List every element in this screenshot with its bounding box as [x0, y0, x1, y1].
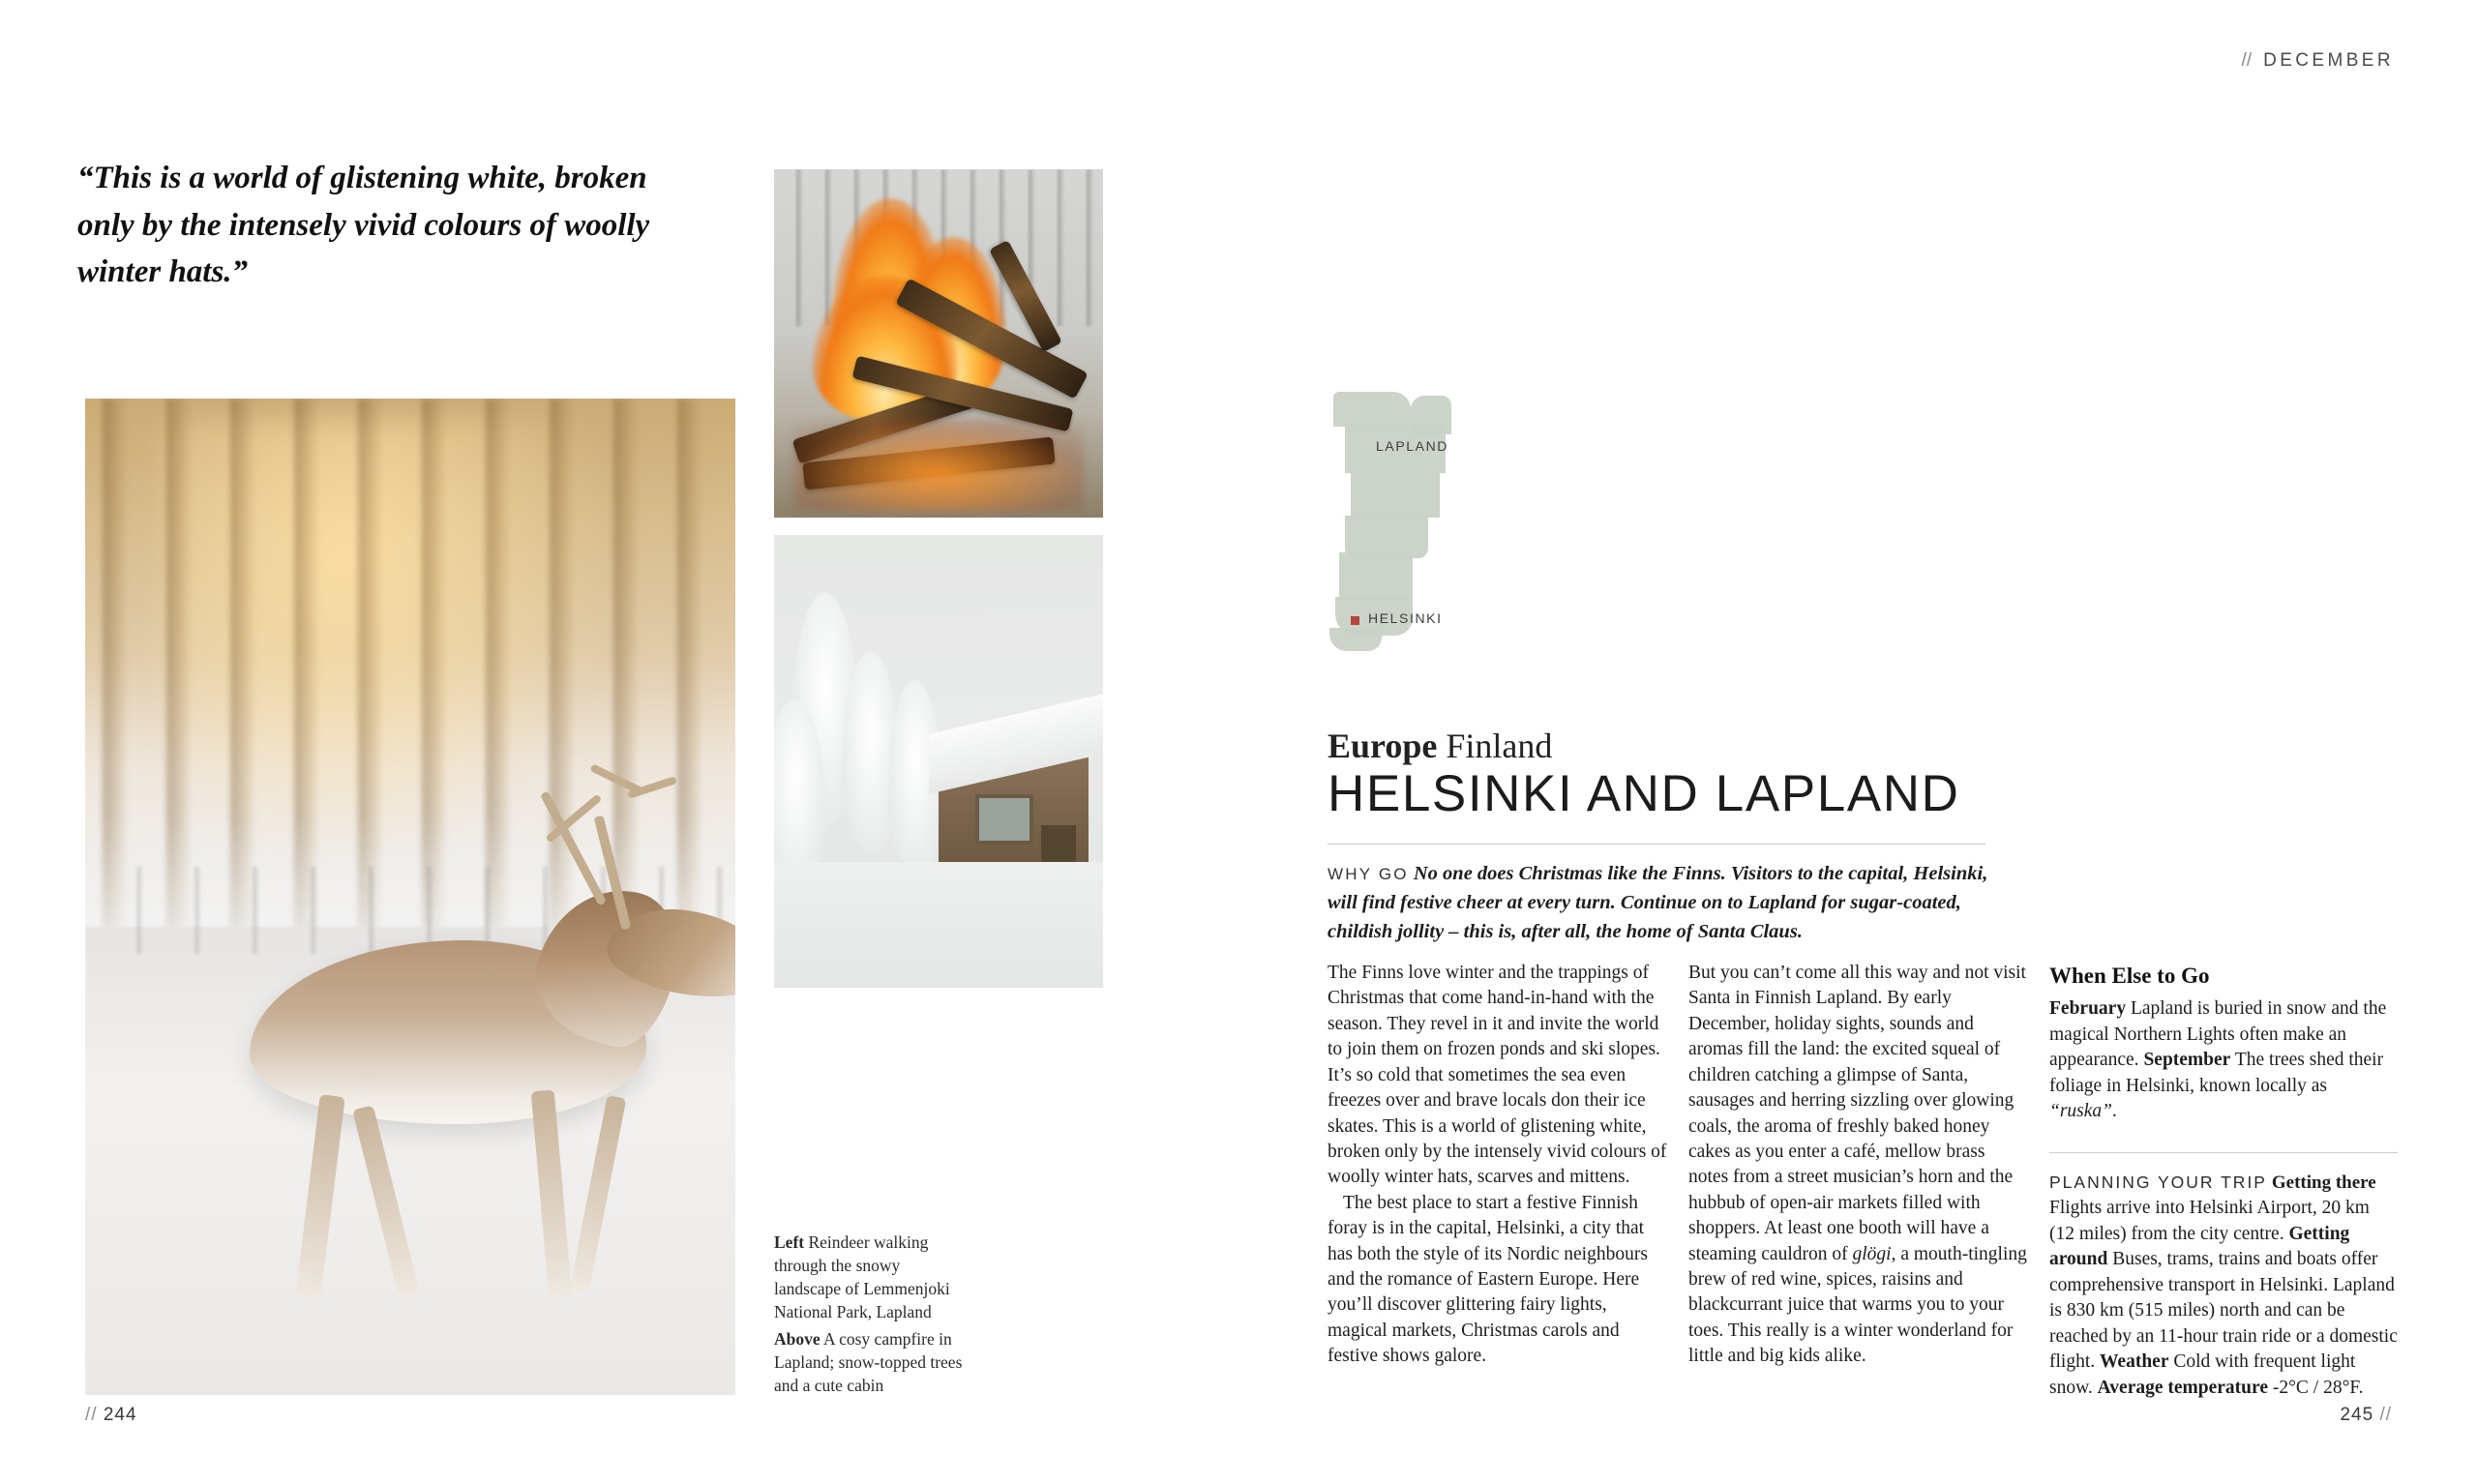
- folio-left: [85, 1405, 137, 1426]
- body-column-1: [1328, 961, 1668, 1370]
- running-head-label: DECEMBER: [2263, 50, 2394, 71]
- body-text-italic: glögi: [1852, 1243, 1892, 1264]
- caption-above: [774, 1327, 968, 1397]
- running-head: [2242, 50, 2394, 72]
- photo-reindeer: [85, 399, 735, 1395]
- map-land: [1329, 628, 1382, 651]
- kicker-region: Europe: [1328, 727, 1438, 765]
- why-go-block: [1328, 859, 2005, 946]
- why-go-text: No one does Christmas like the Finns. Visitors to the capital, Helsinki, will find festive cheer at every turn. Continue on to Lapland for sugar-coated, childish jollity – this is, after all, the home of Santa Claus.: [1328, 863, 1988, 943]
- ember-glow: [793, 420, 1083, 511]
- caption-above-label: Above: [774, 1329, 821, 1349]
- when-feb-text: Lapland is buried in snow and the magical Northern Lights often make an appearance.: [2049, 998, 2387, 1071]
- folio-left-page: 244: [103, 1405, 137, 1425]
- caption-above-text: A cosy campfire in Lapland; snow-topped trees and a cute cabin: [774, 1329, 963, 1396]
- map-label-lapland: LAPLAND: [1376, 438, 1449, 454]
- map-land: [1351, 471, 1440, 518]
- planning-block: [2049, 1171, 2398, 1402]
- why-go-tag: WHY GO: [1328, 865, 1409, 883]
- photo-campfire: [774, 169, 1103, 518]
- body-text-b: , a mouth-tingling brew of red wine, spices, raisins and blackcurrant juice that warms you to your toes. This really is a winter wonderland for little and big kids alike.: [1688, 1243, 2027, 1367]
- divider: [1328, 844, 1985, 845]
- map-finland: [1326, 392, 1597, 711]
- folio-right: [2340, 1405, 2392, 1426]
- weather-label: Weather: [2100, 1351, 2169, 1373]
- when-sep-text: The trees shed their foliage in Helsinki, known locally as: [2049, 1050, 2384, 1096]
- kicker-country: Finland: [1437, 727, 1553, 765]
- sidebar-column: [2049, 961, 2398, 1401]
- when-else-body: [2049, 996, 2398, 1125]
- when-sep-label: September: [2143, 1050, 2231, 1071]
- article-kicker: [1328, 726, 1552, 766]
- caption-left: [774, 1231, 968, 1324]
- avg-temp-text: -2°C / 28°F.: [2267, 1377, 2364, 1398]
- getting-there-label: Getting there: [2271, 1172, 2376, 1193]
- caption-left-text: Reindeer walking through the snowy landscape of Lemmenjoki National Park, Lapland: [774, 1232, 950, 1322]
- planning-title: PLANNING YOUR TRIP: [2049, 1172, 2267, 1192]
- page-title: HELSINKI AND LAPLAND: [1328, 765, 1960, 822]
- divider: [2049, 1152, 2398, 1153]
- folio-left-slashes: //: [85, 1405, 98, 1425]
- body-column-2: [1688, 961, 2029, 1370]
- map-marker-helsinki: [1351, 616, 1359, 625]
- weather-text: Cold with frequent light snow.: [2049, 1351, 2356, 1398]
- getting-there-text: Flights arrive into Helsinki Airport, 20 km (12 miles) from the city centre.: [2049, 1198, 2370, 1244]
- snow-ground: [774, 862, 1103, 988]
- body-paragraph: The Finns love winter and the trappings of Christmas that come hand-in-hand with the season. They revel in it and invite the world to join them on frozen ponds and ski slopes. It’s so cold that sometimes the sea even freezes over and brave locals don their ice skates. This is a world of glistening white, broken only by the intensely vivid colours of woolly winter hats, scarves and mittens.: [1328, 963, 1667, 1188]
- body-paragraph: [1688, 961, 2029, 1370]
- pull-quote: “This is a world of glistening white, broken only by the intensely vivid colours of woolly winter hats.”: [77, 161, 650, 289]
- when-sep-end: .: [2112, 1101, 2117, 1122]
- when-sep-italic: “ruska”: [2049, 1101, 2113, 1122]
- when-feb-label: February: [2049, 998, 2127, 1020]
- getting-around-text: Buses, trams, trains and boats offer comprehensive transport in Helsinki. Lapland is 830 km (515 miles) north and can be reached by an 11-hour train ride or a domestic flight.: [2049, 1249, 2398, 1373]
- body-text-a: But you can’t come all this way and not visit Santa in Finnish Lapland. By early December, holiday sights, sounds and aromas fill the land: the excited squeal of children catching a glimpse of Santa, sausages and herring sizzling over glowing coals, the aroma of freshly baked honey cakes as you enter a café, mellow brass notes from a street musician’s horn and the hubbub of open-air markets filled with shoppers. At least one booth will have a steaming cauldron of: [1688, 963, 2026, 1264]
- when-else-title: When Else to Go: [2049, 964, 2210, 988]
- avg-temp-label: Average temperature: [2097, 1377, 2268, 1398]
- map-label-helsinki: HELSINKI: [1368, 610, 1443, 626]
- cabin-window: [975, 794, 1033, 845]
- map-land: [1333, 392, 1411, 427]
- getting-around-label: Getting around: [2049, 1223, 2350, 1270]
- folio-right-slashes: //: [2379, 1405, 2392, 1425]
- body-paragraph: The best place to start a festive Finnish foray is in the capital, Helsinki, a city that has both the style of its Nordic neighbours and the romance of Eastern Europe. Here you’ll discover glittering fairy lights, magical markets, Christmas carols and festive shows galore.: [1328, 1192, 1648, 1367]
- map-land: [1339, 552, 1413, 601]
- running-head-slashes: //: [2241, 50, 2253, 71]
- photo-snow-cabin: [774, 535, 1103, 988]
- caption-left-label: Left: [774, 1232, 805, 1252]
- folio-right-page: 245: [2340, 1405, 2374, 1425]
